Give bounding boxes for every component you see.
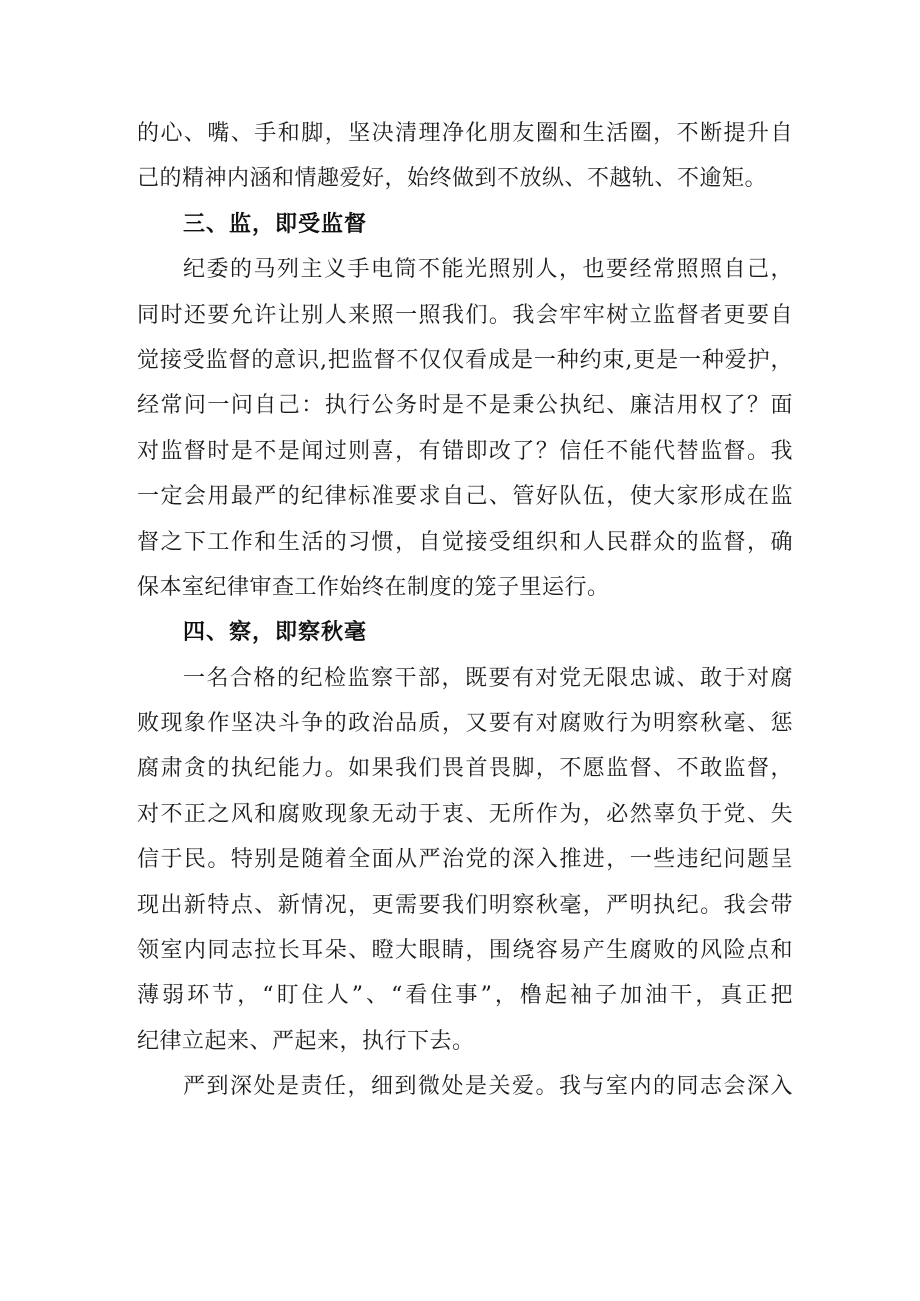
text-line: 纪委的马列主义手电筒不能光照别人，也要经常照照自己， bbox=[183, 257, 793, 283]
text-line: 己的精神内涵和情趣爱好，始终做到不放纵、不越轨、不逾矩。 bbox=[137, 166, 768, 192]
text-line: 领室内同志拉长耳朵、瞪大眼睛，围绕容易产生腐败的风险点和 bbox=[137, 938, 793, 964]
text-line: 对不正之风和腐败现象无动于衷、无所作为，必然辜负于党、失 bbox=[137, 801, 793, 827]
text-line: 的心、嘴、手和脚，坚决清理净化朋友圈和生活圈，不断提升自 bbox=[137, 121, 793, 146]
text-line: 同时还要允许让别人来照一照我们。我会牢牢树立监督者更要自 bbox=[137, 302, 793, 328]
text-line: 纪律立起来、严起来，执行下去。 bbox=[137, 1028, 475, 1054]
section-heading-4: 四、察，即察秋毫 bbox=[183, 620, 368, 646]
paragraph-section-5 bbox=[137, 1064, 793, 1109]
text-line: 严到深处是责任，细到微处是关爱。我与室内的同志会深入 bbox=[183, 1074, 793, 1100]
text-line: 腐肃贪的执纪能力。如果我们畏首畏脚，不愿监督、不敢监督， bbox=[137, 756, 793, 782]
section-heading-3: 三、监，即受监督 bbox=[183, 211, 368, 237]
text-line: 保本室纪律审查工作始终在制度的笼子里运行。 bbox=[137, 574, 610, 600]
text-line: 薄弱环节，“盯住人”、“看住事”，橹起袖子加油干，真正把 bbox=[137, 983, 793, 1009]
document-body bbox=[137, 111, 793, 1110]
text-line: 对监督时是不是闻过则喜，有错即改了？信任不能代替监督。我 bbox=[137, 438, 793, 464]
text-line: 经常问一问自己：执行公务时是不是秉公执纪、廉洁用权了？面 bbox=[137, 393, 793, 419]
text-line: 觉接受监督的意识,把监督不仅仅看成是一种约束,更是一种爱护， bbox=[137, 347, 793, 373]
text-line: 一名合格的纪检监察干部，既要有对党无限忠诚、敢于对腐 bbox=[183, 665, 793, 691]
paragraph-section-3 bbox=[137, 247, 793, 610]
paragraph-intro bbox=[137, 111, 793, 202]
text-line: 一定会用最严的纪律标准要求自己、管好队伍，使大家形成在监 bbox=[137, 484, 793, 510]
text-line: 败现象作坚决斗争的政治品质，又要有对腐败行为明察秋毫、惩 bbox=[137, 711, 793, 737]
text-line: 督之下工作和生活的习惯，自觉接受组织和人民群众的监督，确 bbox=[137, 529, 793, 555]
paragraph-section-4 bbox=[137, 656, 793, 1065]
text-line: 信于民。特别是随着全面从严治党的深入推进，一些违纪问题呈 bbox=[137, 847, 793, 873]
text-line: 现出新特点、新情况，更需要我们明察秋毫，严明执纪。我会带 bbox=[137, 892, 793, 918]
